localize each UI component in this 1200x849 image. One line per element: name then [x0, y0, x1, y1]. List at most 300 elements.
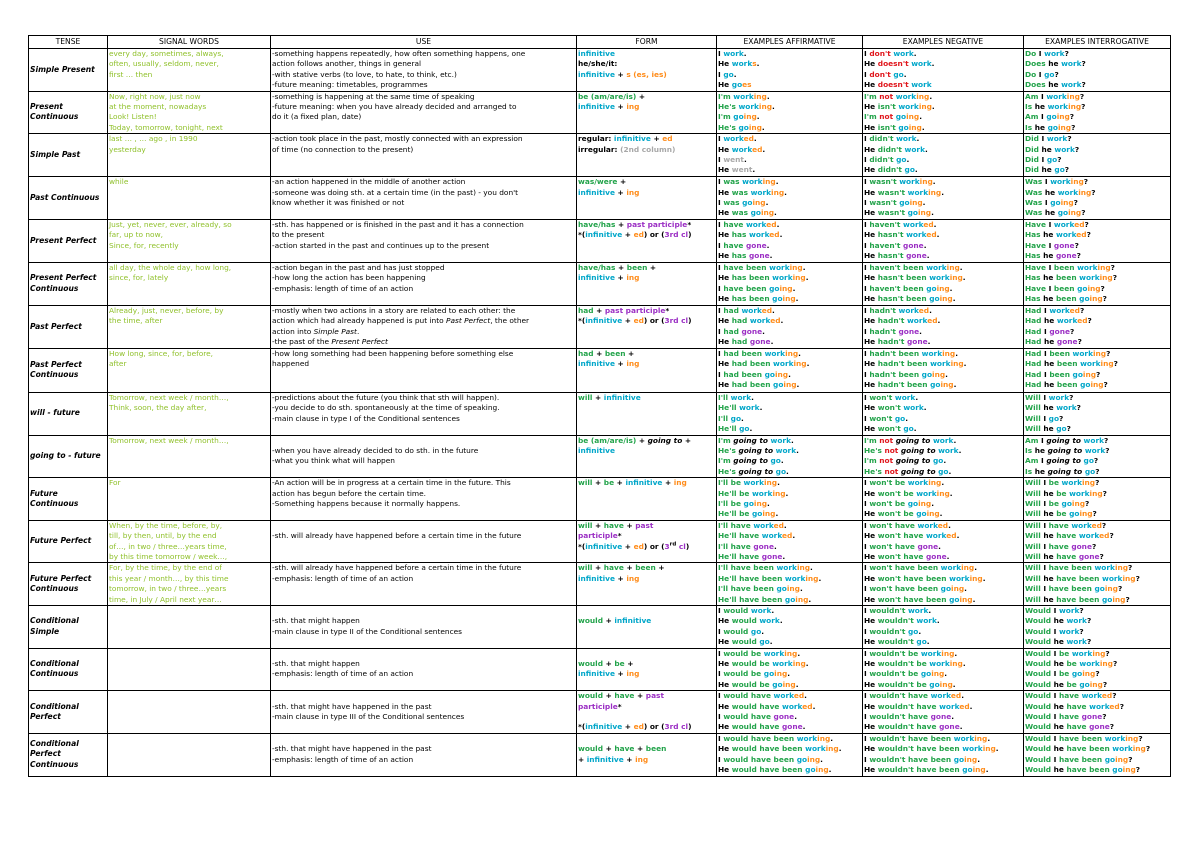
- example-segment: ing: [931, 669, 945, 679]
- example-segment: ing: [1090, 380, 1104, 390]
- example-segment: I: [1041, 435, 1047, 445]
- example-segment: .: [766, 91, 770, 101]
- example-affirmative-cell: [717, 435, 863, 478]
- example-segment: .: [772, 102, 775, 112]
- form-segment: have: [614, 744, 635, 754]
- example-segment: .: [921, 122, 925, 132]
- example-segment: wouldn't have: [869, 712, 931, 722]
- use-segment: -what you think what will happen: [272, 456, 395, 466]
- example-segment: ing: [908, 122, 922, 132]
- example-segment: go: [763, 669, 775, 679]
- example-segment: He: [718, 679, 732, 689]
- example-segment: gone: [1053, 240, 1075, 250]
- example-segment: I: [718, 219, 724, 229]
- example-segment: I: [864, 134, 870, 144]
- example-segment: ing: [782, 294, 796, 304]
- example-segment: work: [773, 359, 794, 369]
- example-segment: I: [1041, 91, 1047, 101]
- example-segment: .: [913, 49, 917, 58]
- form-line: [578, 649, 715, 659]
- example-segment: ed: [926, 230, 937, 240]
- form-segment: +: [593, 305, 605, 315]
- form-segment: would: [578, 616, 603, 626]
- example-segment: .: [802, 262, 806, 272]
- example-segment: He: [718, 187, 732, 197]
- example-line: [718, 359, 861, 369]
- signal-word-line: How long, since, for, before,: [109, 348, 214, 358]
- example-segment: I: [718, 754, 724, 764]
- example-segment: ing: [1057, 122, 1072, 132]
- example-segment: Have: [1025, 240, 1049, 250]
- form-segment: ): [688, 316, 692, 326]
- form-segment: be (am/are/is): [578, 91, 637, 101]
- signal-words-cell: [108, 49, 271, 92]
- example-segment: ?: [1135, 573, 1140, 583]
- form-segment: +: [614, 187, 627, 197]
- example-segment: .: [784, 187, 787, 197]
- example-segment: ing: [753, 91, 767, 101]
- example-line: [864, 251, 1022, 261]
- example-segment: not: [879, 435, 896, 445]
- example-segment: .: [952, 679, 956, 689]
- form-line: [578, 691, 715, 701]
- example-segment: work: [733, 91, 754, 101]
- tense-name: Future Perfect: [29, 520, 108, 563]
- example-segment: .: [903, 69, 907, 79]
- example-negative-cell: [863, 435, 1024, 478]
- example-segment: Had: [1025, 380, 1045, 390]
- example-line: [864, 284, 1022, 294]
- example-segment: go: [1072, 369, 1083, 379]
- example-segment: ing: [918, 102, 932, 112]
- example-segment: work: [1066, 637, 1087, 647]
- example-segment: he: [1043, 531, 1057, 541]
- example-line: [864, 637, 1022, 647]
- example-segment: hadn't: [877, 337, 907, 347]
- form-segment: infinitive: [613, 134, 651, 144]
- example-segment: ?: [1138, 733, 1143, 743]
- example-segment: ing: [942, 348, 956, 358]
- example-segment: been: [1053, 262, 1078, 272]
- example-segment: he: [1034, 445, 1048, 455]
- example-segment: ing: [1100, 359, 1114, 369]
- example-segment: I: [864, 283, 870, 293]
- example-segment: s: [752, 59, 757, 69]
- example-segment: ing: [951, 584, 965, 594]
- example-segment: was: [731, 187, 751, 197]
- example-segment: I: [718, 669, 724, 679]
- form-segment: he/she/it:: [578, 59, 618, 69]
- example-segment: ed: [1074, 219, 1085, 229]
- form-segment: be (am/are/is): [578, 435, 637, 445]
- example-line: [718, 92, 861, 102]
- example-segment: go: [770, 456, 781, 466]
- example-segment: ing: [1068, 208, 1082, 218]
- example-line: [1025, 499, 1169, 509]
- form-line: [578, 722, 715, 732]
- example-segment: ing: [772, 488, 786, 498]
- example-segment: Will: [1025, 573, 1044, 583]
- example-affirmative-cell: [717, 262, 863, 305]
- example-segment: I: [1044, 369, 1050, 379]
- example-segment: ing: [909, 198, 923, 208]
- example-segment: won't have been: [877, 594, 950, 604]
- example-line: [864, 542, 1022, 552]
- example-segment: go: [739, 424, 750, 434]
- example-segment: .: [961, 691, 965, 701]
- example-segment: He'll be: [718, 509, 752, 519]
- use-line: [272, 712, 575, 722]
- header-use: USE: [271, 36, 577, 49]
- form-segment: s (es, ies): [626, 69, 667, 79]
- example-segment: .: [936, 230, 940, 240]
- example-segment: I: [1041, 112, 1047, 122]
- example-segment: I'll: [718, 392, 731, 402]
- example-segment: have: [1066, 701, 1090, 711]
- example-segment: have been: [1066, 744, 1113, 754]
- signal-word-line: this year / month…, by this time: [109, 573, 229, 583]
- example-interrogative-cell: [1024, 563, 1171, 606]
- example-segment: He'll have been: [718, 594, 785, 604]
- example-segment: I: [1043, 478, 1049, 488]
- example-segment: ?: [1109, 531, 1114, 541]
- example-segment: I: [864, 733, 870, 743]
- example-interrogative-cell: [1024, 691, 1171, 734]
- use-segment: -main clause in type II of the Conditional sentences: [272, 626, 463, 636]
- form-line: [578, 446, 715, 456]
- example-segment: go: [764, 369, 775, 379]
- form-line: [578, 49, 715, 59]
- example-segment: ?: [1100, 283, 1105, 293]
- example-line: [864, 499, 1022, 509]
- example-segment: Have: [1025, 262, 1049, 272]
- example-line: [1025, 680, 1169, 690]
- example-segment: I: [1053, 733, 1059, 743]
- example-segment: go: [962, 765, 973, 775]
- form-segment: +: [614, 478, 626, 488]
- example-line: [718, 467, 861, 477]
- form-segment: +: [647, 262, 657, 272]
- use-line: [272, 606, 575, 616]
- example-segment: has been: [731, 273, 773, 283]
- example-segment: go: [895, 112, 907, 122]
- tense-name: will - future: [29, 392, 108, 435]
- example-segment: ?: [1105, 445, 1110, 455]
- example-segment: I'm: [718, 435, 734, 445]
- example-segment: he: [1044, 208, 1058, 218]
- example-line: [864, 456, 1022, 466]
- example-segment: Is: [1025, 466, 1035, 476]
- example-segment: He: [864, 316, 878, 326]
- use-line: [272, 403, 575, 413]
- example-segment: ing: [1097, 262, 1111, 272]
- example-line: [1025, 691, 1169, 701]
- example-line: [718, 263, 861, 273]
- example-line: [718, 637, 861, 647]
- example-segment: gone: [773, 712, 795, 722]
- example-segment: ed: [782, 531, 793, 541]
- form-segment: past participle: [604, 305, 666, 315]
- example-line: [864, 393, 1022, 403]
- example-line: [1025, 669, 1169, 679]
- example-line: [1025, 337, 1169, 347]
- form-segment: ing: [626, 273, 640, 283]
- form-segment: *(: [578, 316, 586, 326]
- example-segment: ed: [769, 230, 780, 240]
- form-cell: [577, 691, 717, 734]
- example-line: [1025, 165, 1169, 175]
- example-affirmative-cell: [717, 177, 863, 220]
- example-segment: I: [864, 155, 870, 165]
- signal-word-line: Now, right now, just now: [109, 91, 201, 101]
- example-segment: ing: [1099, 659, 1113, 669]
- example-segment: go: [742, 198, 753, 208]
- table-row: [29, 520, 1171, 563]
- use-cell: [271, 262, 577, 305]
- example-segment: .: [828, 765, 832, 775]
- example-segment: I: [864, 240, 870, 250]
- example-segment: .: [753, 134, 757, 144]
- example-segment: I: [864, 326, 870, 336]
- example-segment: .: [765, 198, 769, 208]
- form-line: [578, 702, 715, 712]
- example-segment: work: [1071, 520, 1092, 530]
- use-segment: , the other: [490, 316, 530, 326]
- example-segment: I: [1043, 563, 1049, 573]
- example-segment: ?: [1112, 659, 1118, 669]
- example-segment: go: [932, 456, 944, 466]
- example-line: [864, 306, 1022, 316]
- use-line: [272, 702, 575, 712]
- example-segment: I: [1044, 305, 1050, 315]
- signal-words-cell: [108, 348, 271, 392]
- example-segment: I: [1053, 669, 1059, 679]
- use-segment: -action started in the past and continues up to the present: [272, 240, 490, 250]
- form-segment: irregular:: [578, 144, 621, 154]
- use-segment: -main clause in type III of the Conditional sentences: [272, 712, 465, 722]
- form-segment: *(: [578, 541, 586, 551]
- form-segment: ed: [633, 230, 644, 240]
- example-segment: .: [936, 616, 940, 626]
- example-line: [718, 574, 861, 584]
- example-segment: ed: [1099, 531, 1110, 541]
- example-segment: ed: [946, 531, 957, 541]
- example-segment: ?: [1119, 701, 1125, 711]
- example-line: [718, 123, 861, 133]
- example-segment: go: [731, 80, 743, 90]
- example-segment: Will: [1025, 584, 1044, 594]
- form-line: [578, 359, 715, 369]
- form-segment: infinitive: [578, 49, 615, 58]
- example-segment: been: [1049, 369, 1073, 379]
- example-segment: go: [1079, 679, 1090, 689]
- example-interrogative-cell: [1024, 134, 1171, 177]
- example-segment: ing: [762, 177, 776, 187]
- example-segment: Would: [1025, 754, 1054, 764]
- form-segment: *: [687, 219, 692, 229]
- example-segment: .: [794, 712, 798, 722]
- signal-word-line: by this time tomorrow / week…,: [109, 551, 228, 561]
- example-segment: work: [898, 102, 919, 112]
- example-segment: Will: [1025, 392, 1044, 402]
- example-segment: .: [770, 337, 774, 347]
- example-segment: go: [916, 637, 927, 647]
- example-segment: .: [775, 177, 779, 187]
- example-segment: Am: [1025, 456, 1041, 466]
- example-segment: .: [905, 413, 909, 423]
- example-segment: won't: [877, 424, 904, 434]
- example-line: [1025, 208, 1169, 218]
- example-segment: ing: [974, 733, 988, 743]
- example-segment: I: [864, 754, 870, 764]
- use-line: [272, 102, 575, 112]
- example-segment: He: [864, 380, 878, 390]
- example-segment: .: [948, 466, 952, 476]
- example-segment: ing: [918, 498, 932, 508]
- example-segment: .: [982, 573, 986, 583]
- example-segment: He: [864, 122, 878, 132]
- example-line: [1025, 414, 1169, 424]
- example-segment: would have been: [731, 765, 806, 775]
- example-line: [1025, 155, 1169, 165]
- use-line: [272, 436, 575, 446]
- form-segment: ): [688, 722, 692, 732]
- example-segment: ing: [793, 359, 807, 369]
- use-line: [272, 755, 575, 765]
- example-segment: .: [808, 594, 812, 604]
- use-segment: -action took place in the past, mostly connected with an expression: [272, 134, 523, 144]
- example-negative-cell: [863, 563, 1024, 606]
- use-line: [272, 316, 575, 326]
- example-interrogative-cell: [1024, 91, 1171, 134]
- use-cell: [271, 49, 577, 92]
- example-segment: going to: [900, 466, 939, 476]
- table-row: [29, 348, 1171, 392]
- example-segment: had been: [731, 380, 774, 390]
- example-segment: ing: [1099, 273, 1113, 283]
- example-segment: Will: [1025, 403, 1044, 413]
- example-segment: have: [1056, 531, 1079, 541]
- use-cell: [271, 219, 577, 262]
- example-segment: ing: [783, 380, 797, 390]
- example-segment: work: [916, 488, 937, 498]
- form-segment: ing: [626, 359, 640, 369]
- example-segment: ing: [817, 733, 831, 743]
- example-segment: .: [773, 541, 777, 551]
- example-segment: ?: [1064, 165, 1070, 175]
- example-segment: .: [974, 563, 978, 573]
- example-segment: I: [864, 691, 870, 701]
- example-segment: ing: [748, 122, 762, 132]
- form-segment: ing: [626, 669, 640, 679]
- form-cell: [577, 606, 717, 649]
- example-segment: He: [864, 659, 878, 669]
- example-line: [718, 424, 861, 434]
- form-segment: infinitive: [585, 541, 623, 551]
- example-segment: .: [938, 541, 941, 551]
- example-segment: ing: [1079, 509, 1093, 519]
- example-segment: ?: [1112, 273, 1118, 283]
- example-line: [1025, 702, 1169, 712]
- example-segment: ?: [1083, 177, 1089, 187]
- form-segment: +: [622, 722, 634, 732]
- example-segment: ?: [1081, 80, 1086, 90]
- example-segment: didn't: [869, 155, 897, 165]
- example-segment: going to: [733, 435, 771, 445]
- example-segment: He: [864, 594, 878, 604]
- form-line: [578, 521, 715, 531]
- example-segment: ?: [1092, 509, 1097, 519]
- example-segment: gone: [930, 712, 952, 722]
- form-line: [578, 669, 715, 679]
- example-segment: work: [906, 230, 927, 240]
- example-segment: hadn't been: [869, 348, 922, 358]
- example-line: [718, 188, 861, 198]
- example-line: [864, 584, 1022, 594]
- tense-name: Past Perfect: [29, 305, 108, 348]
- example-segment: .: [759, 403, 763, 413]
- example-segment: work: [1083, 435, 1105, 445]
- use-line: [272, 489, 575, 499]
- example-line: [1025, 123, 1169, 133]
- example-segment: wouldn't have been: [869, 733, 954, 743]
- tense-name: Future Perfect Continuous: [29, 563, 108, 606]
- example-line: [1025, 230, 1169, 240]
- example-line: [718, 230, 861, 240]
- example-segment: ?: [1112, 691, 1117, 701]
- example-line: [1025, 478, 1169, 488]
- example-segment: would have: [723, 691, 774, 701]
- example-segment: .: [769, 637, 773, 647]
- example-segment: He: [864, 679, 878, 689]
- example-segment: haven't been: [869, 262, 927, 272]
- header-examples-affirmative: EXAMPLES AFFIRMATIVE: [717, 36, 863, 49]
- example-segment: .: [937, 316, 941, 326]
- example-segment: go: [1056, 424, 1067, 434]
- example-line: [864, 92, 1022, 102]
- signal-word-line: every day, sometimes, always,: [109, 49, 224, 58]
- example-negative-cell: [863, 520, 1024, 563]
- example-segment: ing: [936, 283, 950, 293]
- example-segment: I: [1053, 691, 1059, 701]
- form-segment: +: [623, 520, 636, 530]
- form-segment: +: [592, 392, 604, 402]
- example-segment: .: [972, 594, 976, 604]
- form-segment: +: [634, 691, 646, 701]
- example-segment: ing: [950, 359, 964, 369]
- example-segment: go: [776, 584, 787, 594]
- example-segment: hasn't been: [877, 273, 930, 283]
- example-segment: I: [718, 691, 724, 701]
- form-cell: [577, 177, 717, 220]
- example-segment: ing: [1093, 348, 1107, 358]
- example-segment: He: [718, 765, 732, 775]
- use-segment: -predictions about the future (you think that sth will happen).: [272, 392, 500, 402]
- example-segment: went: [731, 165, 753, 175]
- example-line: [864, 616, 1022, 626]
- example-segment: .: [953, 380, 957, 390]
- example-segment: .: [922, 198, 926, 208]
- example-line: [864, 145, 1022, 155]
- example-segment: ing: [969, 573, 983, 583]
- example-segment: work: [940, 563, 962, 573]
- form-line: [578, 273, 715, 283]
- example-line: [864, 659, 1022, 669]
- example-line: [864, 669, 1022, 679]
- form-line: [578, 393, 715, 403]
- example-segment: ?: [1081, 102, 1086, 112]
- example-line: [718, 316, 861, 326]
